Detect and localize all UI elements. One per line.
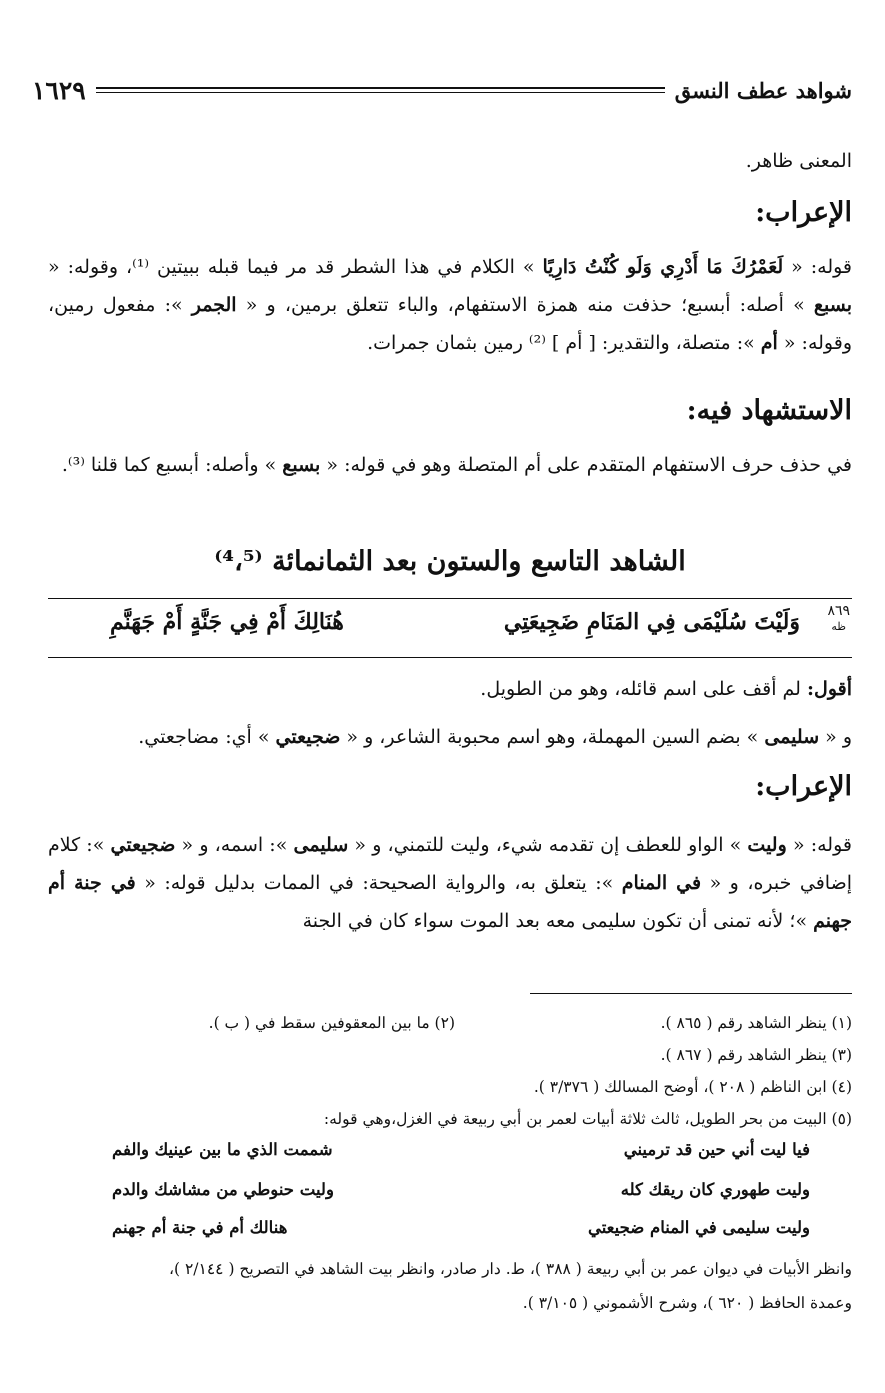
running-header — [32, 72, 852, 108]
irab-heading-1: الإعراب: — [755, 197, 852, 228]
footnote-5-sources-1: وانظر الأبيات في ديوان عمر بن أبي ربيعة ( ٣٨٨ )، ط. دار صادر، وانظر بيت الشاهد في التصريح ( ٢/١٤٤ )، — [169, 1260, 852, 1278]
quoted-term: سليمى — [764, 726, 820, 748]
irab-paragraph-1: قوله: « لَعَمْرُكَ مَا أَدْرِي وَلَو كُنْتُ دَارِيًا » الكلام في هذا الشطر قد مر فيما قبله ببيتين ⁽¹⁾، وقوله: « بسبع » أصله: أبسبع؛ حذفت منه همزة الاستفهام، والباء تتعلق برمين، و « الجمر »: مفعول رمين، وقوله: « أم »: متصلة، والتقدير: [ أم ] ⁽²⁾ رمين بثمان جمرات. — [48, 256, 853, 354]
footnote-1: (١) ينظر الشاهد رقم ( ٨٦٥ ). — [660, 1014, 852, 1032]
verse-line — [48, 598, 852, 658]
istishhad-paragraph: في حذف حرف الاستفهام المتقدم على أم المتصلة وهو في قوله: « بسبع » وأصله: أبسبع كما قلنا ⁽³⁾. — [61, 454, 852, 476]
footnote-5: (٥) البيت من بحر الطويل، ثالث ثلاثة أبيات لعمر بن أبي ربيعة في الغزل،وهي قوله: — [323, 1110, 852, 1128]
poem-line-3-second: هنالك أم في جنة أم جهنم — [112, 1218, 288, 1237]
quoted-term: لَعَمْرُكَ مَا أَدْرِي وَلَو كُنْتُ دَارِيًا — [542, 256, 784, 278]
quoted-term: الجمر — [191, 294, 237, 316]
poem-line-2-second: وليت حنوطي من مشاشك والدم — [112, 1180, 334, 1199]
quoted-term: وليت — [747, 834, 787, 856]
footnote-5-sources-2: وعمدة الحافظ ( ٦٢٠ )، وشرح الأشموني ( ٣/١٠٥ ). — [522, 1294, 852, 1312]
meaning-line: المعنى ظاهر. — [745, 150, 852, 172]
irab-paragraph-2: قوله: « وليت » الواو للعطف إن تقدمه شيء، وليت للتمني، و « سليمى »: اسمه، و « ضجيعتي »: كلام إضافي خبره، و « في المنام »: يتعلق به، والرواية الصحيحة: في الممات بدليل قوله: « في جنة أم جهنم »؛ لأنه تمنى أن تكون سليمى معه بعد الموت سواء كان في الجنة — [48, 834, 852, 932]
quoted-term: ضجيعتي — [110, 834, 176, 856]
poem-line-3-first: وليت سليمى في المنام ضجيعتي — [587, 1218, 810, 1237]
header-title: شواهد عطف النسق — [674, 77, 852, 103]
shahid-title: الشاهد التاسع والستون بعد الثمانمائة ⁽⁴،⁵⁾ — [214, 546, 686, 577]
istishhad-heading: الاستشهاد فيه: — [686, 395, 852, 426]
irab-heading-2: الإعراب: — [755, 771, 852, 802]
poem-line-1-second: شممت الذي ما بين عينيك والفم — [112, 1140, 333, 1159]
footnote-4: (٤) ابن الناظم ( ٢٠٨ )، أوضح المسالك ( ٣/٣٧٦ ). — [533, 1078, 852, 1096]
footnote-2: (٢) ما بين المعقوفين سقط في ( ب ). — [208, 1014, 455, 1032]
aqul-label: أقول: — [807, 678, 852, 700]
quoted-term: بسبع — [282, 454, 321, 476]
quoted-term: في المنام — [621, 872, 702, 894]
page-number: ١٦٢٩ — [32, 75, 86, 105]
verse-hemistich-second: هُنَالِكَ أَمْ فِي جَنَّةٍ أَمْ جَهَنَّمِ — [110, 609, 344, 635]
poem-line-1-first: فيا ليت أني حين قد ترميني — [623, 1140, 810, 1159]
quoted-term: في جنة أم جهنم — [48, 872, 852, 932]
quoted-term: بسبع — [813, 294, 852, 316]
quoted-term: أم — [760, 332, 778, 354]
header-rule — [96, 87, 665, 93]
verse-number: ٨٦٩ ظه — [827, 603, 850, 633]
quoted-term: ضجيعتي — [275, 726, 341, 748]
footnote-3: (٣) ينظر الشاهد رقم ( ٨٦٧ ). — [660, 1046, 852, 1064]
footnote-rule — [530, 993, 852, 994]
verse-hemistich-first: وَلَيْتَ سُلَيْمَى فِي المَنَامِ ضَجِيعَتِي — [503, 609, 800, 635]
aqul-line: أقول: لم أقف على اسم قائله، وهو من الطويل. — [480, 678, 852, 700]
vocabulary-line: و « سليمى » بضم السين المهملة، وهو اسم محبوبة الشاعر، و « ضجيعتي » أي: مضاجعتي. — [138, 726, 852, 748]
quoted-term: سليمى — [293, 834, 349, 856]
poem-line-2-first: وليت طهوري كان ريقك كله — [620, 1180, 810, 1199]
